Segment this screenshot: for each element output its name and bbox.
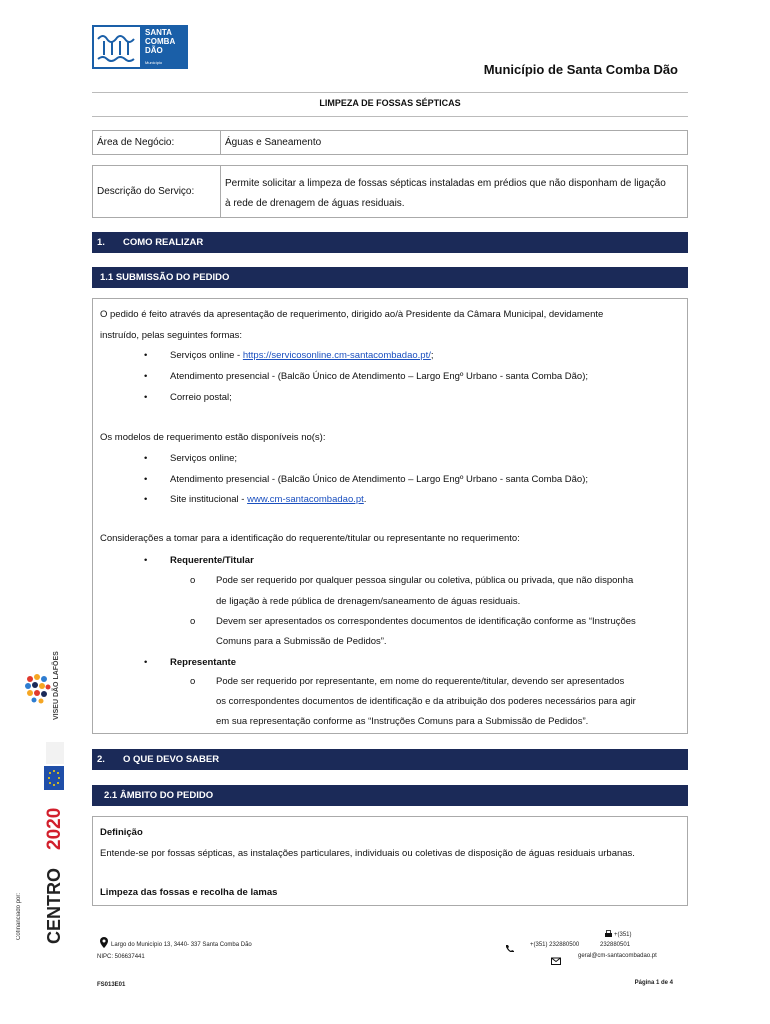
list-item: • Serviços online - https://servicosonline.cm-santacombadao.pt/; [170,350,434,361]
location-pin-icon [100,935,108,953]
sub-list-item: o Devem ser apresentados os correspondentes documentos de identificação conforme as “Instruções [190,616,636,627]
document-code: FS013E01 [97,982,126,988]
service-description-value: Permite solicitar a limpeza de fossas sépticas instaladas em prédios que não disponham de ligação à rede de drenagem de águas residuais. [225,178,666,209]
list-item: • Atendimento presencial - (Balcão Único de Atendimento – Largo Engº Urbano - santa Comba Dão); [170,474,588,485]
definition-text: Entende-se por fossas sépticas, as instalações particulares, individuais ou coletivas de disposição de águas residuais urbanas. [100,848,635,859]
municipality-logo [92,24,190,70]
list-item: • Correio postal; [170,392,232,403]
email-icon [551,952,561,970]
divider [92,92,688,93]
footer-phone: +(351) 232880500 [530,942,580,948]
footer-email[interactable]: geral@cm-santacombadao.pt [578,953,657,959]
phone-icon [505,939,515,957]
eu-flag-icon [44,766,64,790]
list-item: • Site institucional - www.cm-santacombadao.pt. [170,494,366,505]
document-title: LIMPEZA DE FOSSAS SÉPTICAS [319,98,461,108]
centro-2020-logo: CENTRO [44,868,64,944]
sub-list-item-cont: Comuns para a Submissão de Pedidos”. [216,636,387,647]
sub-list-item-cont: os correspondentes documentos de identificação e da atribuição dos poderes necessários para agir [216,696,636,707]
section-submissao-pedido: 1.1 SUBMISSÃO DO PEDIDO [92,267,688,288]
site-institucional-link[interactable]: www.cm-santacombadao.pt [247,494,364,505]
fax-icon [604,925,613,943]
sub-list-item: o Pode ser requerido por representante, em nome do requerente/titular, devendo ser apresentados [190,676,625,687]
definition-title: Definição [100,827,143,838]
sub-list-item-cont: em sua representação conforme as “Instruções Comuns para a Submissão de Pedidos”. [216,716,589,727]
footer-fax-line1: +(351) [614,932,632,938]
list-item: • Representante [170,657,236,668]
paragraph: Considerações a tomar para a identificação do requerente/titular ou representante no requerimento: [100,533,520,544]
eu-funding-text-icon [46,742,64,764]
list-item: • Atendimento presencial - (Balcão Único de Atendimento – Largo Engº Urbano - santa Comba Dão); [170,371,588,382]
portugal-2020-logo: 2020 [44,807,65,850]
paragraph: instruído, pelas seguintes formas: [100,330,243,341]
servicos-online-link[interactable]: https://servicosonline.cm-santacombadao.pt/ [242,350,431,361]
footer-address: Largo do Município 13, 3440- 337 Santa Comba Dão [111,942,252,948]
ambito-content [92,816,688,906]
sub-list-item: o Pode ser requerido por qualquer pessoa singular ou coletiva, pública ou privada, que não disponha [190,575,634,586]
list-item: • Serviços online; [170,453,237,464]
service-description-row [92,165,688,218]
footer-fax-line2: 232880501 [600,942,631,948]
submissao-content [92,298,688,734]
list-item: • Requerente/Titular [170,555,254,566]
section-como-realizar: 1. COMO REALIZAR [92,232,688,253]
business-area-label: Área de Negócio: [93,131,221,154]
section-ambito-pedido: 2.1 ÂMBITO DO PEDIDO [92,785,688,806]
municipality-name: Município de Santa Comba Dão [483,62,678,77]
sub-list-item-cont: de ligação à rede pública de drenagem/saneamento de águas residuais. [216,596,521,607]
service-description-label: Descrição do Serviço: [93,166,221,217]
paragraph: O pedido é feito através da apresentação de requerimento, dirigido ao/à Presidente da Câmara Municipal, devidamente [100,309,604,320]
logo-wordmark: SANTA COMBA DÃO Município [142,25,188,69]
cofinanciado-label: Cofinanciado por: [16,892,22,940]
viseu-dao-lafoes-logo-icon [22,665,52,709]
waves-logo-icon [92,25,142,69]
paragraph: Os modelos de requerimento estão disponíveis no(s): [100,432,326,443]
footer-nipc: NIPC: 506637441 [97,954,145,960]
business-area-value: Águas e Saneamento [225,137,322,148]
section-o-que-devo-saber: 2. O QUE DEVO SABER [92,749,688,770]
viseu-dao-lafoes-label: VISEU DÃO LAFÕES [53,651,60,720]
page-number: Página 1 de 4 [634,980,673,986]
limpeza-title: Limpeza das fossas e recolha de lamas [100,887,278,898]
divider [92,116,688,117]
business-area-row [92,130,688,155]
